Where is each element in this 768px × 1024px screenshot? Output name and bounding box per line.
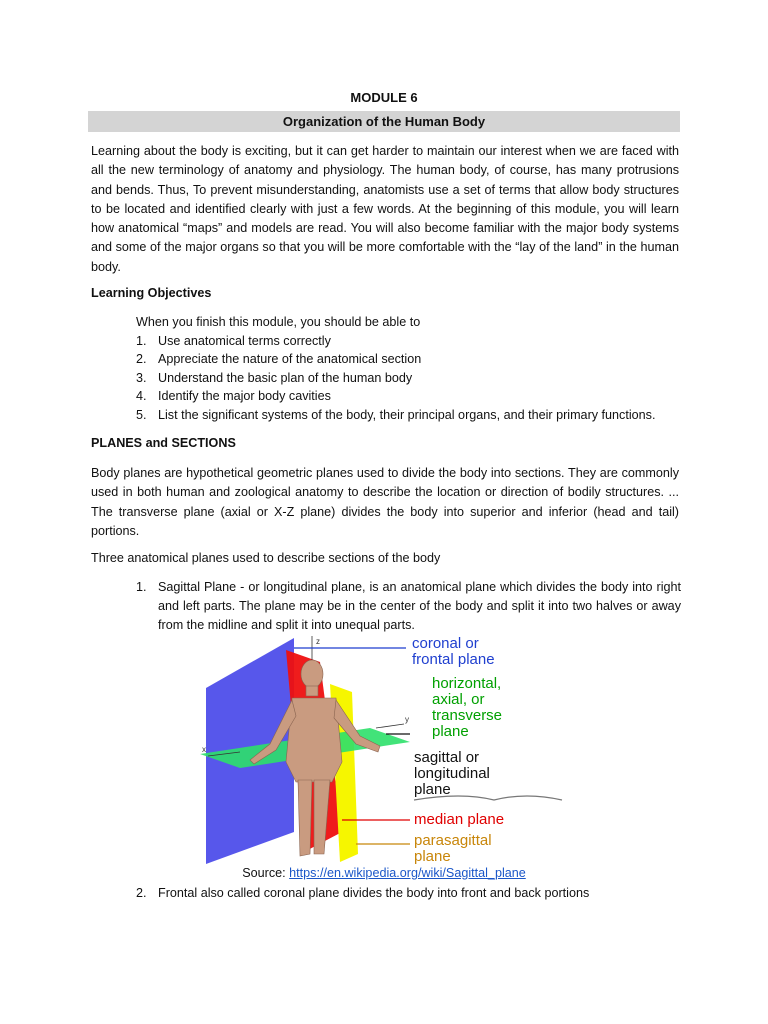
list-item: 2. Appreciate the nature of the anatomical section: [136, 352, 422, 367]
parasagittal-label-line2: plane: [414, 848, 451, 864]
learning-objectives-heading: Learning Objectives: [91, 286, 212, 300]
list-item: 1. Use anatomical terms correctly: [136, 334, 331, 348]
horizontal-label-line1: horizontal,: [432, 675, 502, 692]
objectives-list: [136, 332, 655, 424]
horizontal-label-line2: axial, or: [432, 691, 485, 708]
frontal-plane-item: 2. Frontal also called coronal plane divides the body into front and back portions: [136, 886, 590, 900]
sagittal-plane-item: 1. Sagittal Plane - or longitudinal plane, is an anatomical plane which divides the body into right and left parts. The plane may be in the center of the body and split it into two halves or away from the midline and split it into unequal parts.: [136, 580, 681, 632]
axis-y-label: y: [405, 715, 409, 724]
list-item: 5. List the significant systems of the body, their principal organs, and their primary functions.: [136, 407, 656, 422]
planes-subheading: Three anatomical planes used to describe sections of the body: [91, 551, 441, 565]
planes-heading: PLANES and SECTIONS: [91, 436, 236, 450]
axis-z-label: z: [316, 637, 320, 646]
module-number: MODULE 6: [350, 90, 418, 105]
list-item: 3. Understand the basic plan of the human body: [136, 370, 413, 385]
module-title-banner: Organization of the Human Body: [88, 111, 680, 132]
intro-paragraph: Learning about the body is exciting, but it can get harder to maintain our interest when we are faced with all the new terminology of anatomy and physiology. The human body, of course, has many protrusions and bends. Thus, To prevent misunderstanding, anatomists use a set of terms that allow body structures to be located and identified clearly with just a few words. At the beginning of this module, you will learn how anatomical “maps” and models are read. You will also become familiar with the major body systems and some of the major organs so that you will be more comfortable with the “lay of the land” in the human body.: [91, 144, 679, 274]
planes-paragraph: Body planes are hypothetical geometric planes used to divide the body into sections. They are commonly used in both human and zoological anatomy to describe the location or direction of bodily structures. ... The transverse plane (axial or X-Z plane) divides the body into superior and inferior (head and tail) portions.: [91, 466, 679, 538]
horizontal-label-line3: transverse: [432, 707, 503, 724]
list-item: 4. Identify the major body cavities: [136, 389, 331, 404]
coronal-label-line1: coronal or: [412, 635, 479, 652]
axis-x-label: x: [202, 745, 206, 754]
sagittal-label-line3: plane: [414, 781, 451, 798]
objectives-intro: When you finish this module, you should be able to: [136, 315, 421, 329]
sagittal-label-line2: longitudinal: [414, 765, 490, 782]
source-link[interactable]: https://en.wikipedia.org/wiki/Sagittal_plane: [289, 866, 526, 880]
sagittal-label-line1: sagittal or: [414, 749, 480, 766]
anatomical-planes-figure: [200, 632, 570, 864]
horizontal-label-line4: plane: [432, 723, 469, 740]
parasagittal-label-line1: parasagittal: [414, 832, 492, 849]
figure-source: [0, 866, 768, 880]
source-label: Source:: [242, 866, 286, 880]
median-label: median plane: [414, 811, 505, 828]
coronal-label-line2: frontal plane: [412, 651, 495, 668]
